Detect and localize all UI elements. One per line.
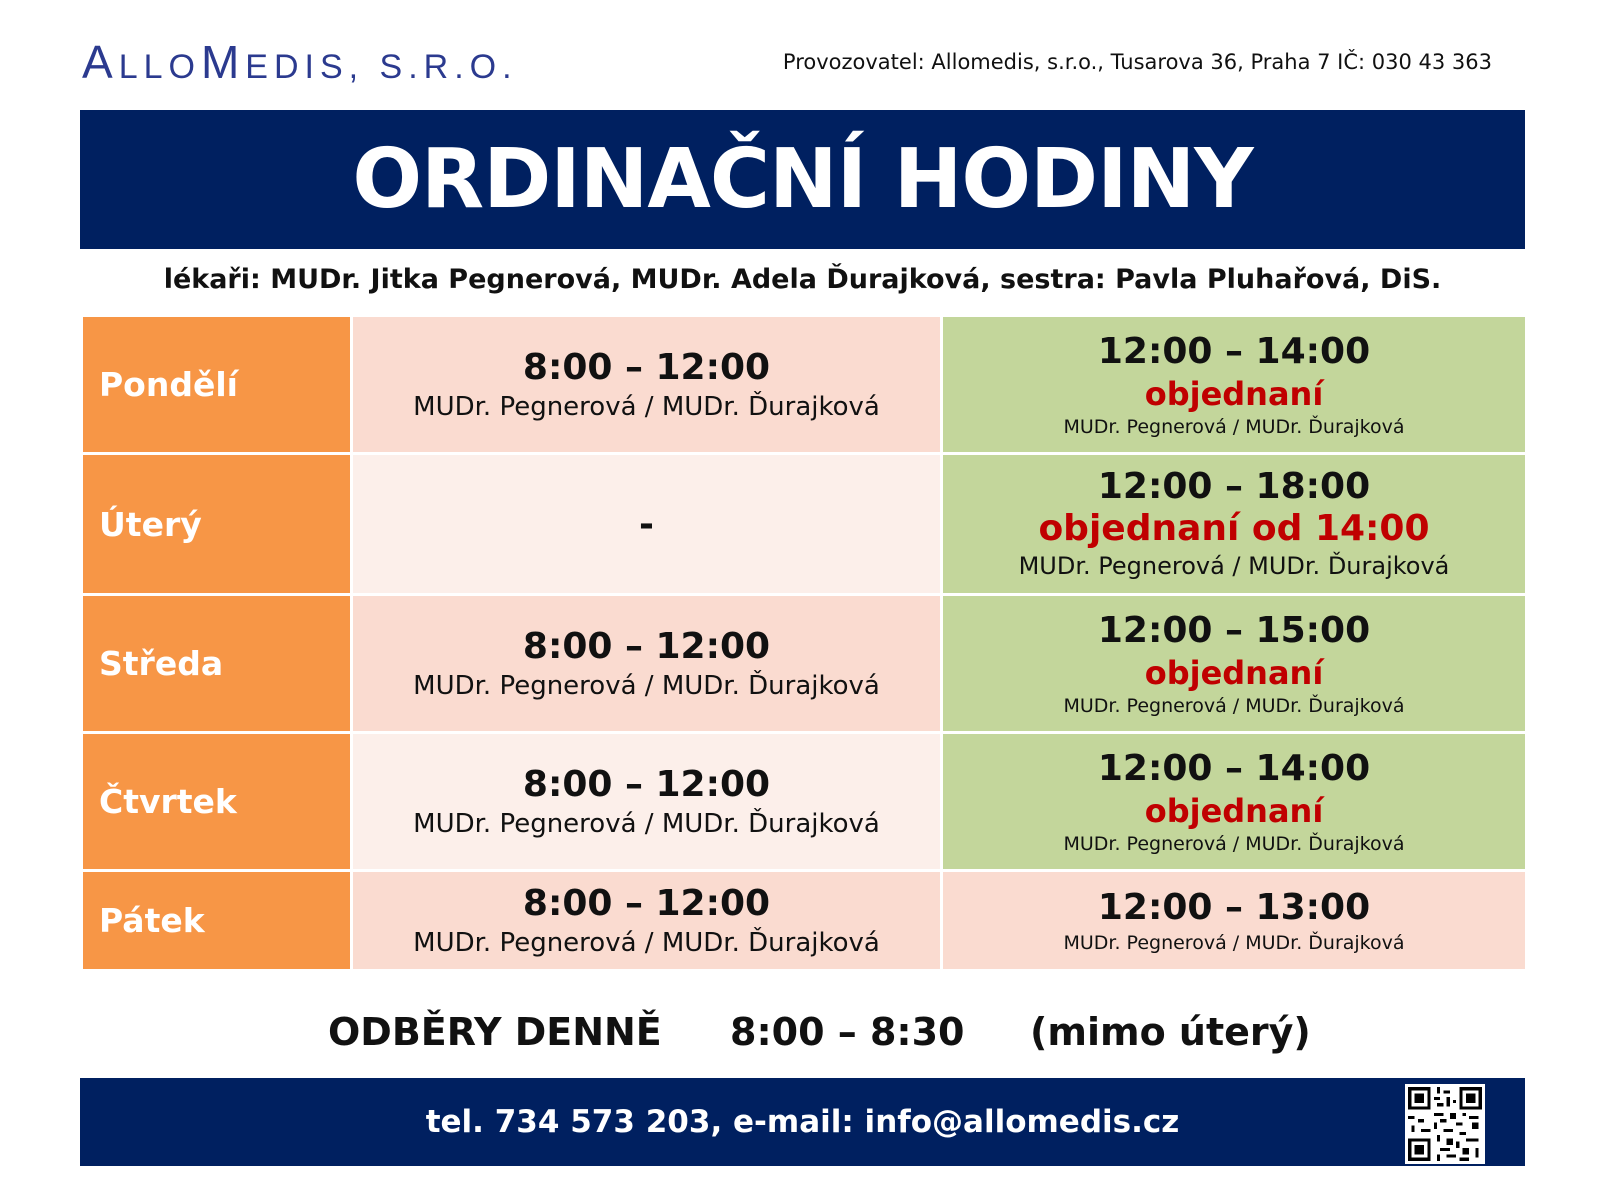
afternoon-time: 12:00 – 15:00 [1097, 609, 1371, 651]
operator-info: Provozovatel: Allomedis, s.r.o., Tusarova 36, Praha 7 IČ: 030 43 363 [782, 50, 1492, 74]
blood-draws-line [80, 1010, 1525, 1060]
morning-doctors: MUDr. Pegnerová / MUDr. Ďurajková [413, 670, 880, 701]
appointment-note: objednaní [1144, 791, 1324, 830]
afternoon-doctors: MUDr. Pegnerová / MUDr. Ďurajková [1063, 694, 1405, 717]
day-label: Pátek [82, 871, 352, 971]
page-title: ORDINAČNÍ HODINY [352, 132, 1253, 227]
table-row [82, 733, 1527, 871]
morning-time: 8:00 – 12:00 [522, 763, 771, 805]
contact-info: tel. 734 573 203, e-mail: info@allomedis.cz [425, 1104, 1180, 1140]
appointment-note: objednaní [1144, 374, 1324, 413]
qr-code-icon [1405, 1084, 1485, 1164]
morning-cell [352, 733, 942, 871]
morning-cell [352, 871, 942, 971]
footer-banner [80, 1078, 1525, 1166]
afternoon-doctors: MUDr. Pegnerová / MUDr. Ďurajková [1063, 415, 1405, 438]
appointment-note: objednaní [1144, 653, 1324, 692]
schedule-table [80, 314, 1528, 972]
morning-time: 8:00 – 12:00 [522, 882, 771, 924]
appointment-note: objednaní od 14:00 [1038, 508, 1430, 549]
afternoon-time: 12:00 – 14:00 [1097, 747, 1371, 789]
staff-line: lékaři: MUDr. Jitka Pegnerová, MUDr. Adela Ďurajková, sestra: Pavla Pluhařová, DiS. [163, 264, 1442, 295]
table-row [82, 595, 1527, 733]
afternoon-cell [942, 454, 1527, 595]
afternoon-cell [942, 595, 1527, 733]
title-banner [80, 110, 1525, 249]
table-row [82, 454, 1527, 595]
morning-cell [352, 316, 942, 454]
morning-time: - [639, 503, 654, 545]
afternoon-cell [942, 316, 1527, 454]
morning-time: 8:00 – 12:00 [522, 625, 771, 667]
table-row [82, 316, 1527, 454]
afternoon-time: 12:00 – 18:00 [1097, 466, 1371, 507]
afternoon-doctors: MUDr. Pegnerová / MUDr. Ďurajková [1063, 832, 1405, 855]
blood-draws-note: (mimo úterý) [1030, 1010, 1311, 1054]
morning-doctors: MUDr. Pegnerová / MUDr. Ďurajková [413, 808, 880, 839]
morning-doctors: MUDr. Pegnerová / MUDr. Ďurajková [413, 927, 880, 958]
blood-draws-label: ODBĚRY DENNĚ [328, 1010, 662, 1054]
afternoon-cell [942, 871, 1527, 971]
table-row [82, 871, 1527, 971]
afternoon-time: 12:00 – 14:00 [1097, 330, 1371, 372]
day-label: Čtvrtek [82, 733, 352, 871]
afternoon-doctors: MUDr. Pegnerová / MUDr. Ďurajková [1018, 552, 1450, 580]
afternoon-doctors: MUDr. Pegnerová / MUDr. Ďurajková [1063, 931, 1405, 954]
afternoon-time: 12:00 – 13:00 [1097, 886, 1371, 928]
day-label: Úterý [82, 454, 352, 595]
blood-draws-time: 8:00 – 8:30 [730, 1010, 965, 1054]
company-logo [82, 34, 518, 95]
afternoon-cell [942, 733, 1527, 871]
logo-text: ALLOMEDIS, S.R.O. [82, 36, 518, 88]
day-label: Středa [82, 595, 352, 733]
morning-cell [352, 454, 942, 595]
morning-doctors: MUDr. Pegnerová / MUDr. Ďurajková [413, 391, 880, 422]
morning-cell [352, 595, 942, 733]
morning-time: 8:00 – 12:00 [522, 346, 771, 388]
day-label: Pondělí [82, 316, 352, 454]
